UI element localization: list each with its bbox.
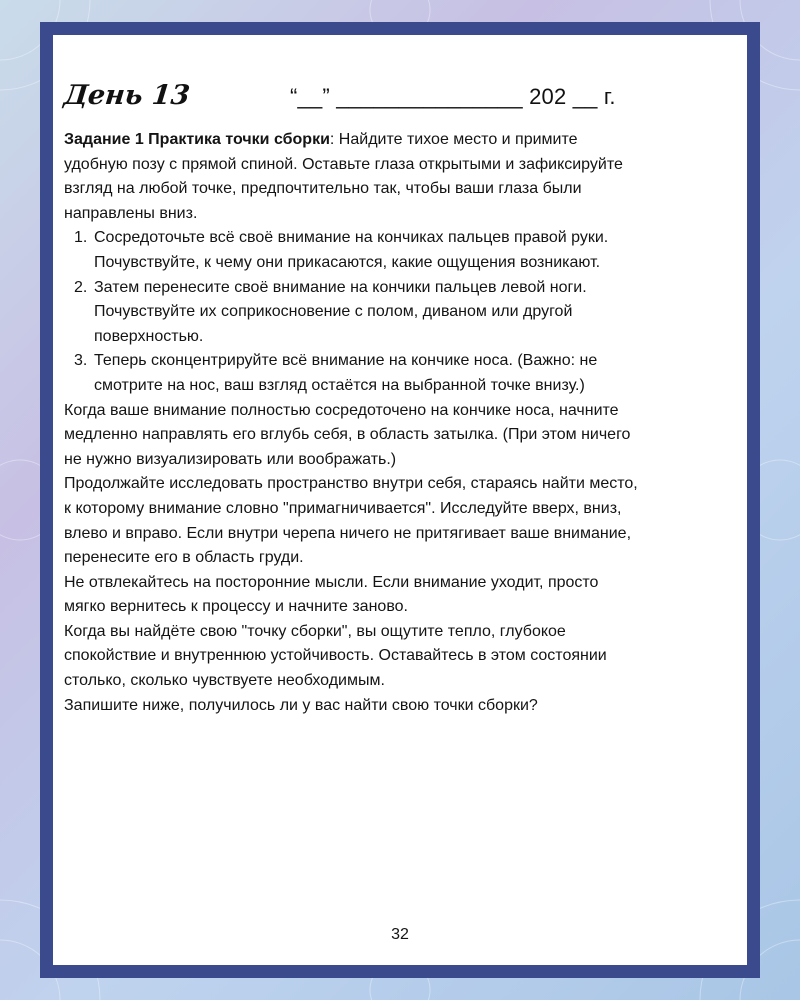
- paragraph: Не отвлекайтесь на посторонние мысли. Если внимание уходит, просто мягко вернитесь к процессу и начните заново.: [64, 573, 599, 616]
- day-title: День 13: [62, 80, 192, 111]
- paragraph: Продолжайте исследовать пространство внутри себя, стараясь найти место, к которому внимание словно "примагничивается". Исследуйте вверх, вниз, влево и вправо. Если внутри черепа ничего не притягивает ваше внимание, перенесите его в область груди.: [64, 475, 638, 567]
- task-intro: [64, 128, 644, 226]
- date-fill-line: “__” _______________ 202 __ г.: [290, 84, 616, 109]
- step-number: 1.: [74, 229, 88, 247]
- task-content: [64, 128, 644, 718]
- paragraph: Когда вы найдёте свою "точку сборки", вы ощутите тепло, глубокое спокойствие и внутреннюю устойчивость. Оставайтесь в этом состоянии столько, сколько чувствуете необходимым.: [64, 622, 607, 690]
- step-number: 2.: [74, 278, 88, 296]
- step-text: Теперь сконцентрируйте всё внимание на кончике носа. (Важно: не смотрите на нос, ваш взгляд остаётся на выбранной точке внизу.): [94, 352, 598, 394]
- page-number: 32: [391, 926, 409, 943]
- paragraph: Запишите ниже, получилось ли у вас найти свою точки сборки?: [64, 696, 538, 714]
- steps-list: [64, 226, 644, 398]
- step-text: Затем перенесите своё внимание на кончики пальцев левой ноги. Почувствуйте их соприкосновение с полом, диваном или другой поверхностью.: [94, 278, 587, 345]
- list-item: [64, 276, 644, 350]
- step-number: 3.: [74, 352, 88, 370]
- list-item: [64, 226, 644, 275]
- page-header: [64, 80, 664, 120]
- task-title: Задание 1 Практика точки сборки: [64, 131, 330, 148]
- paragraph: Когда ваше внимание полностью сосредоточено на кончике носа, начните медленно направлять его вглубь себя, в область затылка. (При этом ничего не нужно визуализировать или воображать.): [64, 401, 631, 468]
- task-intro-text: : Найдите тихое место и примите удобную позу с прямой спиной. Оставьте глаза открытыми и зафиксируйте взгляд на любой точке, предпочтительно так, чтобы ваши глаза были направлены вниз.: [64, 131, 623, 222]
- step-text: Сосредоточьте всё своё внимание на кончиках пальцев правой руки. Почувствуйте, к чему они прикасаются, какие ощущения возникают.: [94, 229, 609, 271]
- list-item: [64, 349, 644, 398]
